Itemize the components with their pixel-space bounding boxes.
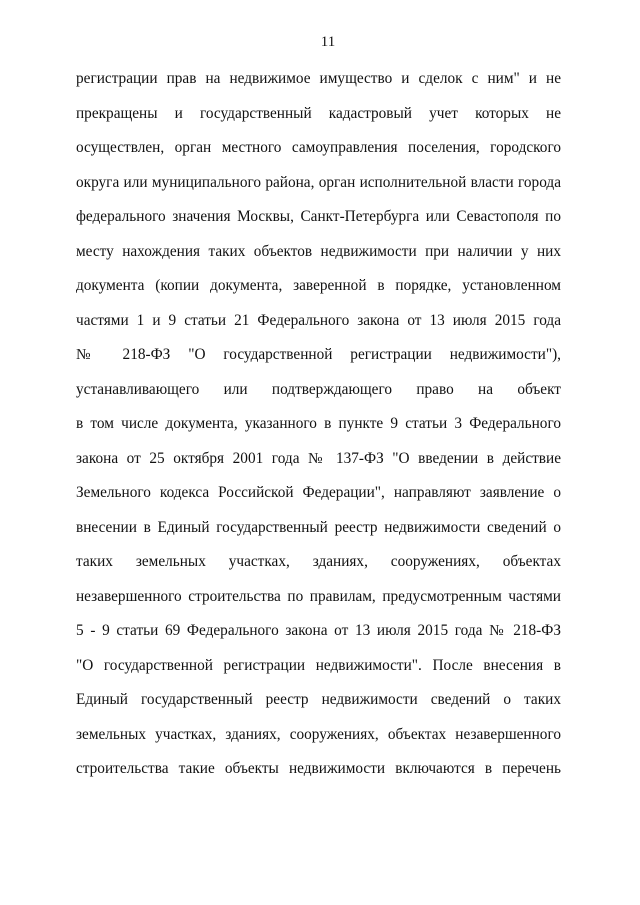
text-line: строительства такие объекты недвижимости включаются в перечень <box>76 760 561 777</box>
text-line: закона от 25 октября 2001 года № 137-ФЗ "О введении в действие <box>76 449 561 467</box>
text-line: незавершенного строительства по правилам, предусмотренным частями <box>76 587 561 605</box>
text-line: "О государственной регистрации недвижимости". После внесения в <box>76 656 561 674</box>
text-line: регистрации прав на недвижимое имущество и сделок с ним" и не <box>76 70 561 87</box>
text-line: 5 - 9 статьи 69 Федерального закона от 13 июля 2015 года № 218-ФЗ <box>76 622 561 639</box>
text-line: устанавливающего или подтверждающего право на объект <box>76 380 561 398</box>
text-line: федерального значения Москвы, Санкт-Петербурга или Севастополя по <box>76 208 561 225</box>
page-number: 11 <box>320 34 336 50</box>
text-line: в том числе документа, указанного в пункте 9 статьи 3 Федерального <box>76 415 561 432</box>
text-line: прекращены и государственный кадастровый учет которых не <box>76 104 561 122</box>
document-body <box>76 62 561 787</box>
text-line: частями 1 и 9 статьи 21 Федерального закона от 13 июля 2015 года <box>76 311 561 329</box>
text-line: осуществлен, орган местного самоуправления поселения, городского <box>76 139 561 156</box>
text-line: внесении в Единый государственный реестр недвижимости сведений о <box>76 518 561 536</box>
text-line: № 218-ФЗ "О государственной регистрации недвижимости"), <box>76 346 561 363</box>
text-line: документа (копии документа, заверенной в порядке, установленном <box>76 277 561 294</box>
text-line: месту нахождения таких объектов недвижимости при наличии у них <box>76 242 561 260</box>
text-line: Земельного кодекса Российской Федерации", направляют заявление о <box>76 484 561 501</box>
text-line: земельных участках, зданиях, сооружениях, объектах незавершенного <box>76 725 561 743</box>
text-line: Единый государственный реестр недвижимости сведений о таких <box>76 691 561 708</box>
text-line: округа или муниципального района, орган исполнительной власти города <box>76 173 561 191</box>
text-line: таких земельных участках, зданиях, сооружениях, объектах <box>76 553 561 570</box>
